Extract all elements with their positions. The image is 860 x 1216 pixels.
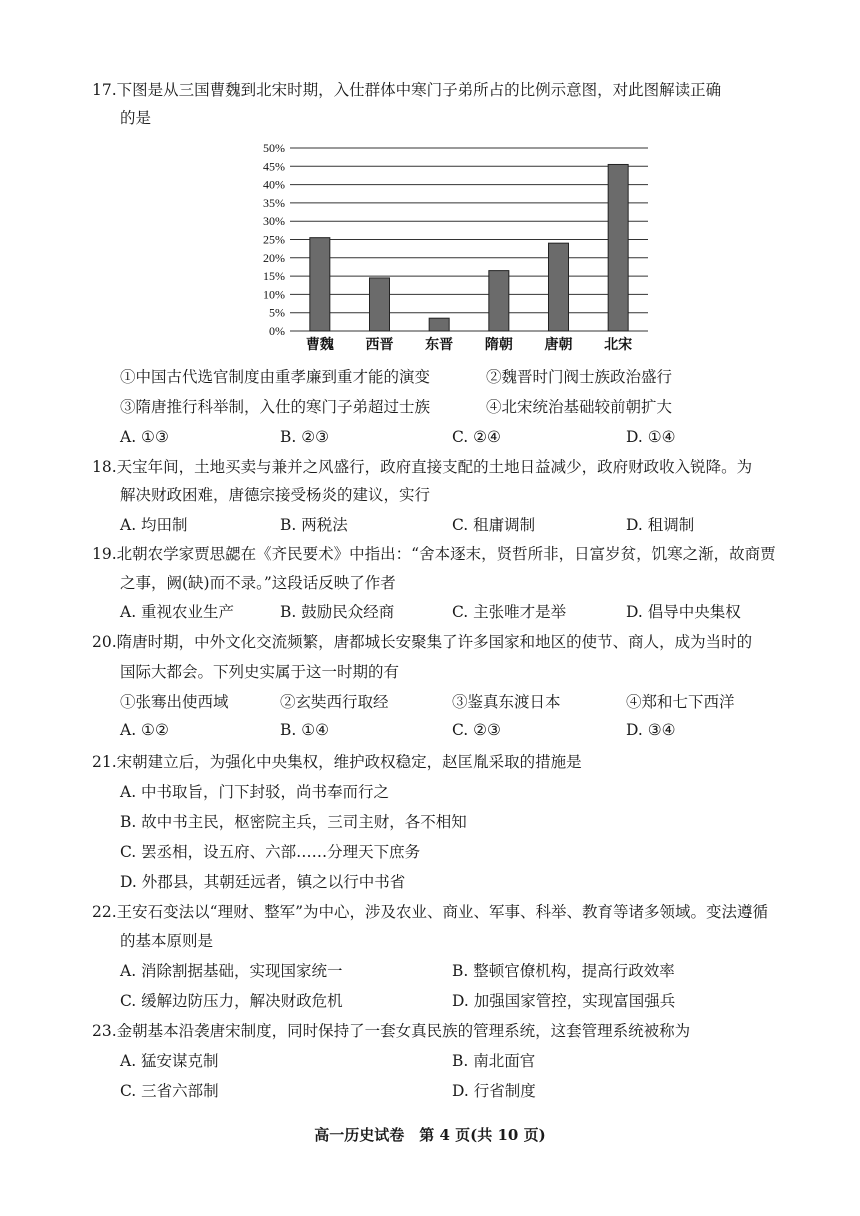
y-tick-label: 0% <box>269 324 285 338</box>
q22-option-c[interactable]: C. 缓解边防压力，解决财政危机 <box>120 992 343 1010</box>
q17-stem-line-2: 的是 <box>120 109 152 127</box>
bar-1 <box>310 238 330 331</box>
q23-stem-line-1: 23.金朝基本沿袭唐宋制度，同时保持了一套女真民族的管理系统，这套管理系统被称为 <box>92 1022 691 1040</box>
x-tick-label: 唐朝 <box>544 337 573 353</box>
q20-option-a[interactable]: A. ①② <box>120 721 169 739</box>
q18-option-c[interactable]: C. 租庸调制 <box>452 516 536 534</box>
gridlines <box>290 148 648 331</box>
q17-option-a[interactable]: A. ①③ <box>120 428 169 446</box>
y-tick-label: 40% <box>263 177 285 192</box>
y-tick-label: 10% <box>263 287 285 302</box>
y-tick-label: 50% <box>263 141 285 155</box>
q23-option-a[interactable]: A. 猛安谋克制 <box>120 1052 219 1070</box>
q20-item-3: ③鉴真东渡日本 <box>452 693 561 711</box>
x-axis-labels <box>306 336 632 353</box>
q19-option-a[interactable]: A. 重视农业生产 <box>120 603 235 621</box>
q19-option-b[interactable]: B. 鼓励民众经商 <box>280 603 395 621</box>
bar-4 <box>489 271 509 331</box>
q21-option-c[interactable]: C. 罢丞相，设五府、六部……分理天下庶务 <box>120 843 421 861</box>
y-tick-label: 45% <box>263 159 285 174</box>
page-footer: 高一历史试卷 第 4 页(共 10 页) <box>314 1126 546 1144</box>
y-axis-ticks <box>263 141 285 338</box>
q22-stem-line-2: 的基本原则是 <box>120 932 214 950</box>
q18-stem-line-1: 18.天宝年间，土地买卖与兼并之风盛行，政府直接支配的土地日益减少，政府财政收入锐降。为 <box>92 458 753 476</box>
q20-option-d[interactable]: D. ③④ <box>626 721 676 739</box>
x-tick-label: 西晋 <box>365 337 394 353</box>
q20-stem-line-1: 20.隋唐时期，中外文化交流频繁，唐都城长安聚集了许多国家和地区的使节、商人，成为当时的 <box>92 633 753 651</box>
q20-item-2: ②玄奘西行取经 <box>280 693 389 711</box>
q17-stem-line-1: 17.下图是从三国曹魏到北宋时期，入仕群体中寒门子弟所占的比例示意图，对此图解读正确 <box>92 81 722 99</box>
q17-item-1: ①中国古代选官制度由重孝廉到重才能的演变 <box>120 368 431 386</box>
y-tick-label: 5% <box>269 305 285 320</box>
q21-option-b[interactable]: B. 故中书主民，枢密院主兵，三司主财，各不相知 <box>120 813 467 831</box>
q18-option-d[interactable]: D. 租调制 <box>626 516 695 534</box>
bar-2 <box>370 278 390 331</box>
q22-stem-line-1: 22.王安石变法以“理财、整军”为中心，涉及农业、商业、军事、科举、教育等诸多领域。变法遵循 <box>92 903 769 921</box>
q23-option-c[interactable]: C. 三省六部制 <box>120 1082 219 1100</box>
q19-option-c[interactable]: C. 主张唯才是举 <box>452 603 567 621</box>
q22-option-a[interactable]: A. 消除割据基础，实现国家统一 <box>120 962 343 980</box>
q20-option-c[interactable]: C. ②③ <box>452 721 501 739</box>
bar-chart <box>250 138 660 356</box>
x-tick-label: 东晋 <box>425 337 454 353</box>
q18-stem-line-2: 解决财政困难，唐德宗接受杨炎的建议，实行 <box>120 486 431 504</box>
x-tick-label: 北宋 <box>604 337 633 353</box>
q21-option-a[interactable]: A. 中书取旨，门下封驳，尚书奉而行之 <box>120 783 390 801</box>
bar-3 <box>429 318 449 331</box>
x-tick-label: 曹魏 <box>305 337 334 353</box>
q23-option-b[interactable]: B. 南北面官 <box>452 1052 536 1070</box>
q17-option-c[interactable]: C. ②④ <box>452 428 501 446</box>
y-tick-label: 20% <box>263 250 285 265</box>
q17-option-d[interactable]: D. ①④ <box>626 428 676 446</box>
y-tick-label: 15% <box>263 269 285 284</box>
y-tick-label: 35% <box>263 195 285 210</box>
q18-option-b[interactable]: B. 两税法 <box>280 516 348 534</box>
bars <box>310 164 628 331</box>
q20-item-4: ④郑和七下西洋 <box>626 693 735 711</box>
q22-option-d[interactable]: D. 加强国家管控，实现富国强兵 <box>452 992 676 1010</box>
q17-item-4: ④北宋统治基础较前朝扩大 <box>486 398 673 416</box>
q19-option-d[interactable]: D. 倡导中央集权 <box>626 603 741 621</box>
q23-option-d[interactable]: D. 行省制度 <box>452 1082 536 1100</box>
q17-item-2: ②魏晋时门阀士族政治盛行 <box>486 368 673 386</box>
q21-stem-line-1: 21.宋朝建立后，为强化中央集权，维护政权稳定，赵匡胤采取的措施是 <box>92 753 582 771</box>
q18-option-a[interactable]: A. 均田制 <box>120 516 188 534</box>
y-tick-label: 30% <box>263 214 285 229</box>
q22-option-b[interactable]: B. 整顿官僚机构，提高行政效率 <box>452 962 675 980</box>
q21-option-d[interactable]: D. 外郡县，其朝廷远者，镇之以行中书省 <box>120 873 406 891</box>
bar-6 <box>608 164 628 331</box>
q20-stem-line-2: 国际大都会。下列史实属于这一时期的有 <box>120 663 400 681</box>
x-tick-label: 隋朝 <box>484 337 513 353</box>
q19-stem-line-1: 19.北朝农学家贾思勰在《齐民要术》中指出：“舍本逐末，贤哲所非，日富岁贫，饥寒之渐，故商贾 <box>92 545 776 563</box>
q17-option-b[interactable]: B. ②③ <box>280 428 330 446</box>
q17-item-3: ③隋唐推行科举制，入仕的寒门子弟超过士族 <box>120 398 431 416</box>
q20-item-1: ①张骞出使西域 <box>120 693 229 711</box>
q20-option-b[interactable]: B. ①④ <box>280 721 330 739</box>
q19-stem-line-2: 之事，阙(缺)而不录。”这段话反映了作者 <box>120 574 396 592</box>
y-tick-label: 25% <box>263 232 285 247</box>
bar-5 <box>549 243 569 331</box>
